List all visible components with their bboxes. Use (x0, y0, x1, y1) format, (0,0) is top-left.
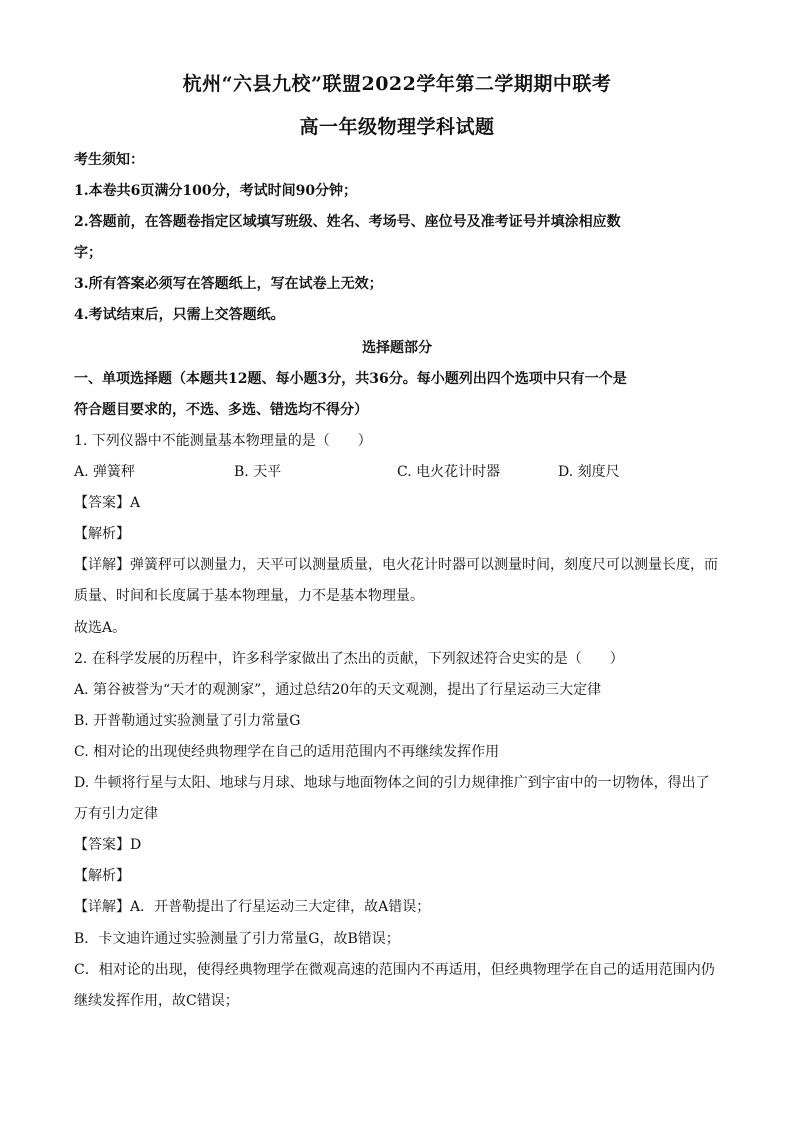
exam-subtitle: 高一年级物理学科试题 (299, 116, 495, 138)
notice-item-3: 3.所有答案必须写在答题纸上，写在试卷上无效； (74, 276, 383, 292)
q2-option-d-cont: 万有引力定律 (74, 806, 158, 822)
q1-option-a: A. 弹簧秤 (74, 464, 136, 480)
section-instruction-cont: 符合题目要求的，不选、多选、错选均不得分） (74, 402, 368, 418)
q2-stem: 2. 在科学发展的历程中，许多科学家做出了杰出的贡献，下列叙述符合史实的是（ ） (74, 651, 624, 667)
q1-option-c: C. 电火花计时器 (397, 464, 501, 480)
q1-detail: 【详解】弹簧秤可以测量力，天平可以测量质量，电火花计时器可以测量时间，刻度尺可以测量长度，而 (74, 557, 718, 573)
notice-item-4: 4.考试结束后，只需上交答题纸。 (74, 307, 285, 323)
q2-detail-c: C．相对论的出现，使得经典物理学在微观高速的范围内不再适用，但经典物理学在自己的适用范围内仍 (74, 962, 715, 978)
q2-option-d: D. 牛顿将行星与太阳、地球与月球、地球与地面物体之间的引力规律推广到宇宙中的一切物体，得出了 (74, 775, 710, 791)
q1-option-d: D. 刻度尺 (558, 464, 620, 480)
q2-answer (74, 835, 141, 855)
answer-value: D (130, 837, 142, 853)
q1-stem: 1. 下列仪器中不能测量基本物理量的是（ ） (74, 433, 372, 449)
q1-analysis-label: 【解析】 (74, 526, 130, 542)
section-title: 选择题部分 (362, 340, 432, 356)
notice-heading: 考生须知： (74, 152, 144, 168)
q2-option-b: B. 开普勒通过实验测量了引力常量G (74, 713, 301, 729)
q2-option-a: A. 第谷被誉为“天才的观测家”，通过总结20年的天文观测，提出了行星运动三大定律 (74, 682, 602, 698)
answer-value: A (130, 495, 141, 511)
answer-label: 【答案】 (74, 837, 130, 853)
notice-item-1: 1.本卷共6页满分100分，考试时间90分钟； (74, 183, 358, 199)
notice-item-2-cont: 字； (74, 245, 102, 261)
answer-label: 【答案】 (74, 495, 130, 511)
q2-option-c: C. 相对论的出现使经典物理学在自己的适用范围内不再继续发挥作用 (74, 744, 500, 760)
section-instruction: 一、单项选择题（本题共12题、每小题3分，共36分。每小题列出四个选项中只有一个是 (74, 371, 627, 387)
q2-detail-b: B．卡文迪许通过实验测量了引力常量G，故B错误； (74, 931, 400, 947)
q2-analysis-label: 【解析】 (74, 868, 130, 884)
q1-answer (74, 493, 140, 513)
q1-detail-cont: 质量、时间和长度属于基本物理量，力不是基本物理量。 (74, 588, 424, 604)
q1-option-b: B. 天平 (234, 464, 282, 480)
notice-item-2: 2.答题前，在答题卷指定区域填写班级、姓名、考场号、座位号及准考证号并填涂相应数 (74, 214, 621, 230)
exam-title: 杭州“六县九校”联盟2022学年第二学期期中联考 (182, 73, 612, 95)
q1-conclusion: 故选A。 (74, 620, 127, 636)
q2-detail-a: 【详解】A．开普勒提出了行星运动三大定律，故A错误； (74, 899, 431, 915)
q2-detail-c-cont: 继续发挥作用，故C错误； (74, 993, 239, 1009)
